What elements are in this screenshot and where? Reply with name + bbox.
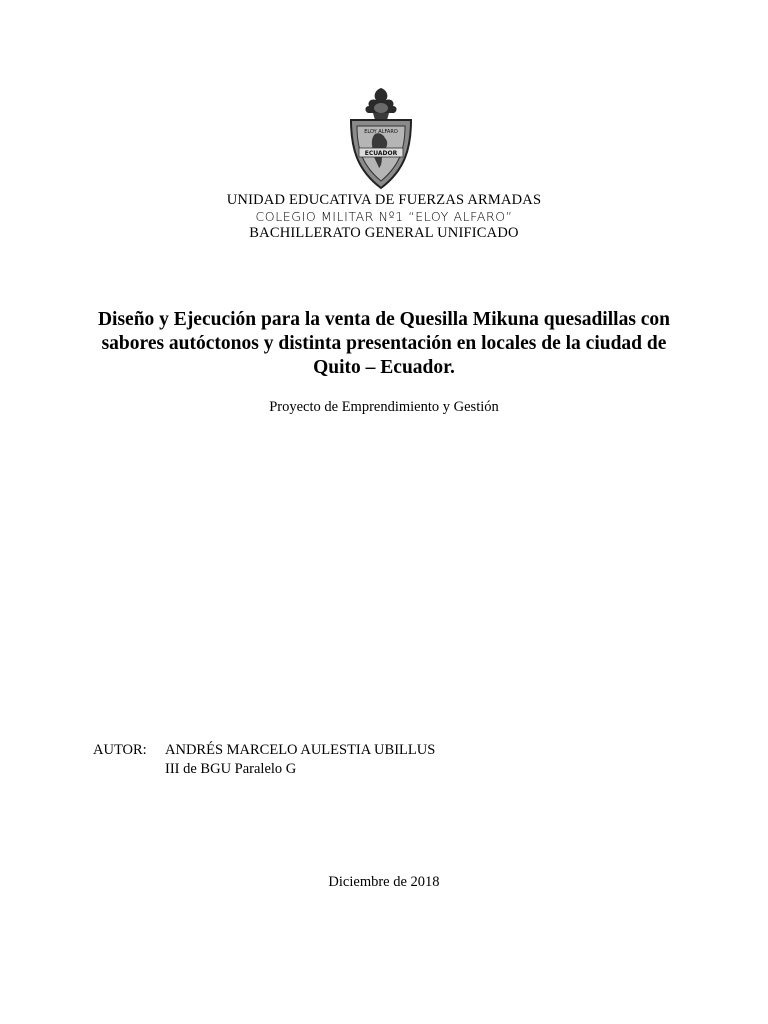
document-subtitle: Proyecto de Emprendimiento y Gestión [269, 399, 499, 415]
program-name: BACHILLERATO GENERAL UNIFICADO [249, 225, 519, 241]
document-title: Diseño y Ejecución para la venta de Quesilla Mikuna quesadillas con sabores autóctonos y distinta presentación en locales de la ciudad de Quito – Ecuador. [97, 309, 671, 378]
crest-text-eloy-alfaro: ELOY ALFARO [364, 129, 398, 135]
author-class: III de BGU Paralelo G [165, 761, 297, 777]
school-name: COLEGIO MILITAR Nº1 “ELOY ALFARO” [255, 209, 513, 224]
school-crest-icon [345, 86, 417, 192]
document-date: Diciembre de 2018 [328, 874, 440, 890]
institution-name: UNIDAD EDUCATIVA DE FUERZAS ARMADAS [226, 192, 542, 208]
author-label: AUTOR: [93, 742, 147, 758]
author-name: ANDRÉS MARCELO AULESTIA UBILLUS [165, 742, 436, 758]
crest-text-ecuador: ECUADOR [364, 150, 398, 157]
